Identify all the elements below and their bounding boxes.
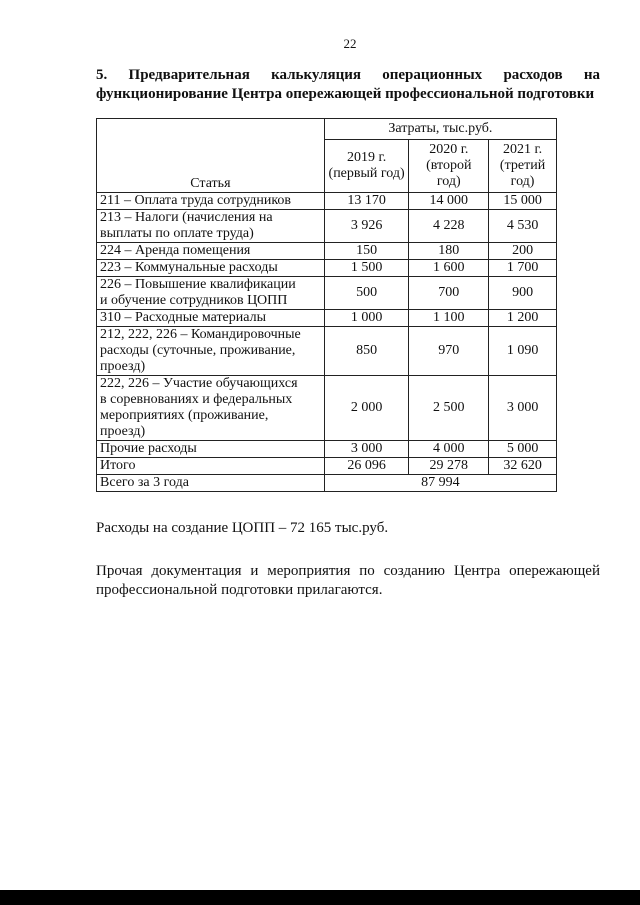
section-heading-line-1: 5. Предварительная калькуляция операционных расходов на (96, 67, 600, 83)
table-row (97, 441, 557, 458)
cell-2019: 150 (324, 243, 409, 260)
article-line: мероприятиях (проживание, (100, 408, 269, 423)
row-article (97, 441, 325, 458)
cell-2019: 13 170 (324, 193, 409, 210)
cell-2021: 32 620 (489, 458, 557, 475)
cell-2021: 5 000 (489, 441, 557, 458)
cell-2019: 3 000 (324, 441, 409, 458)
article-line: 213 – Налоги (начисления на (100, 210, 273, 225)
table-row (97, 310, 557, 327)
cell-2021: 1 200 (489, 310, 557, 327)
attachment-note-line-1: Прочая документация и мероприятия по созданию Центра опережающей (96, 563, 600, 579)
table-row (97, 260, 557, 277)
col-header-costs: Затраты, тыс.руб. (324, 119, 556, 140)
grand-total-label: Всего за 3 года (97, 475, 325, 492)
cell-2020: 4 000 (409, 441, 489, 458)
cell-2020: 180 (409, 243, 489, 260)
article-line: 212, 222, 226 – Командировочные (100, 327, 301, 342)
row-article (97, 327, 325, 376)
article-line: в соревнованиях и федеральных (100, 392, 293, 407)
article-line: Итого (100, 458, 136, 473)
cost-table (96, 118, 557, 492)
section-heading (96, 66, 600, 104)
cost-note: Расходы на создание ЦОПП – 72 165 тыс.руб. (96, 520, 389, 536)
row-article (97, 458, 325, 475)
cell-2020: 700 (409, 277, 489, 310)
year-label: 2020 г. (429, 142, 469, 157)
cell-2019: 3 926 (324, 210, 409, 243)
col-header-article: Статья (97, 119, 325, 193)
row-article (97, 193, 325, 210)
section-heading-line-2: функционирование Центра опережающей профессиональной подготовки (96, 86, 595, 102)
cell-2021: 1 700 (489, 260, 557, 277)
cell-2020: 14 000 (409, 193, 489, 210)
table-row (97, 327, 557, 376)
cell-2021: 200 (489, 243, 557, 260)
row-article (97, 210, 325, 243)
article-line: расходы (суточные, проживание, (100, 343, 296, 358)
scan-border (0, 890, 640, 905)
year-sub: год) (510, 174, 535, 189)
table-row (97, 277, 557, 310)
row-article (97, 376, 325, 441)
article-line: выплаты по оплате труда) (100, 226, 254, 241)
article-line: 226 – Повышение квалификации (100, 277, 296, 292)
cell-2019: 1 000 (324, 310, 409, 327)
row-article (97, 277, 325, 310)
cell-2019: 26 096 (324, 458, 409, 475)
year-sub: (второй (426, 158, 472, 173)
table-row (97, 376, 557, 441)
cell-2020: 1 600 (409, 260, 489, 277)
cell-2021: 1 090 (489, 327, 557, 376)
table-row (97, 210, 557, 243)
year-sub: год) (436, 174, 461, 189)
grand-total-value: 87 994 (324, 475, 556, 492)
table-row (97, 193, 557, 210)
article-line: 310 – Расходные материалы (100, 310, 266, 325)
year-sub: (первый год) (328, 166, 405, 181)
article-line: 224 – Аренда помещения (100, 243, 251, 258)
year-sub: (третий (499, 158, 546, 173)
year-label: 2019 г. (347, 150, 387, 165)
table-row (97, 243, 557, 260)
cell-2019: 850 (324, 327, 409, 376)
cell-2019: 500 (324, 277, 409, 310)
cell-2020: 29 278 (409, 458, 489, 475)
attachment-note-line-2: профессиональной подготовки прилагаются. (96, 582, 383, 598)
cell-2019: 2 000 (324, 376, 409, 441)
col-header-2019 (324, 140, 409, 193)
table-row-grand-total (97, 475, 557, 492)
cell-2021: 3 000 (489, 376, 557, 441)
cell-2020: 1 100 (409, 310, 489, 327)
row-article (97, 260, 325, 277)
article-line: Прочие расходы (100, 441, 197, 456)
row-article (97, 243, 325, 260)
cell-2020: 4 228 (409, 210, 489, 243)
cell-2021: 15 000 (489, 193, 557, 210)
article-line: 222, 226 – Участие обучающихся (100, 376, 298, 391)
col-header-2021 (489, 140, 557, 193)
attachment-note (96, 562, 600, 600)
table-row-total-year (97, 458, 557, 475)
col-header-2020 (409, 140, 489, 193)
article-line: и обучение сотрудников ЦОПП (100, 293, 288, 308)
article-line: 223 – Коммунальные расходы (100, 260, 278, 275)
page-number: 22 (343, 36, 357, 51)
article-line: проезд) (100, 359, 146, 374)
cell-2019: 1 500 (324, 260, 409, 277)
year-label: 2021 г. (502, 142, 543, 157)
cell-2021: 4 530 (489, 210, 557, 243)
cell-2021: 900 (489, 277, 557, 310)
article-line: проезд) (100, 424, 146, 439)
cell-2020: 970 (409, 327, 489, 376)
row-article (97, 310, 325, 327)
article-line: 211 – Оплата труда сотрудников (100, 193, 292, 208)
cell-2020: 2 500 (409, 376, 489, 441)
